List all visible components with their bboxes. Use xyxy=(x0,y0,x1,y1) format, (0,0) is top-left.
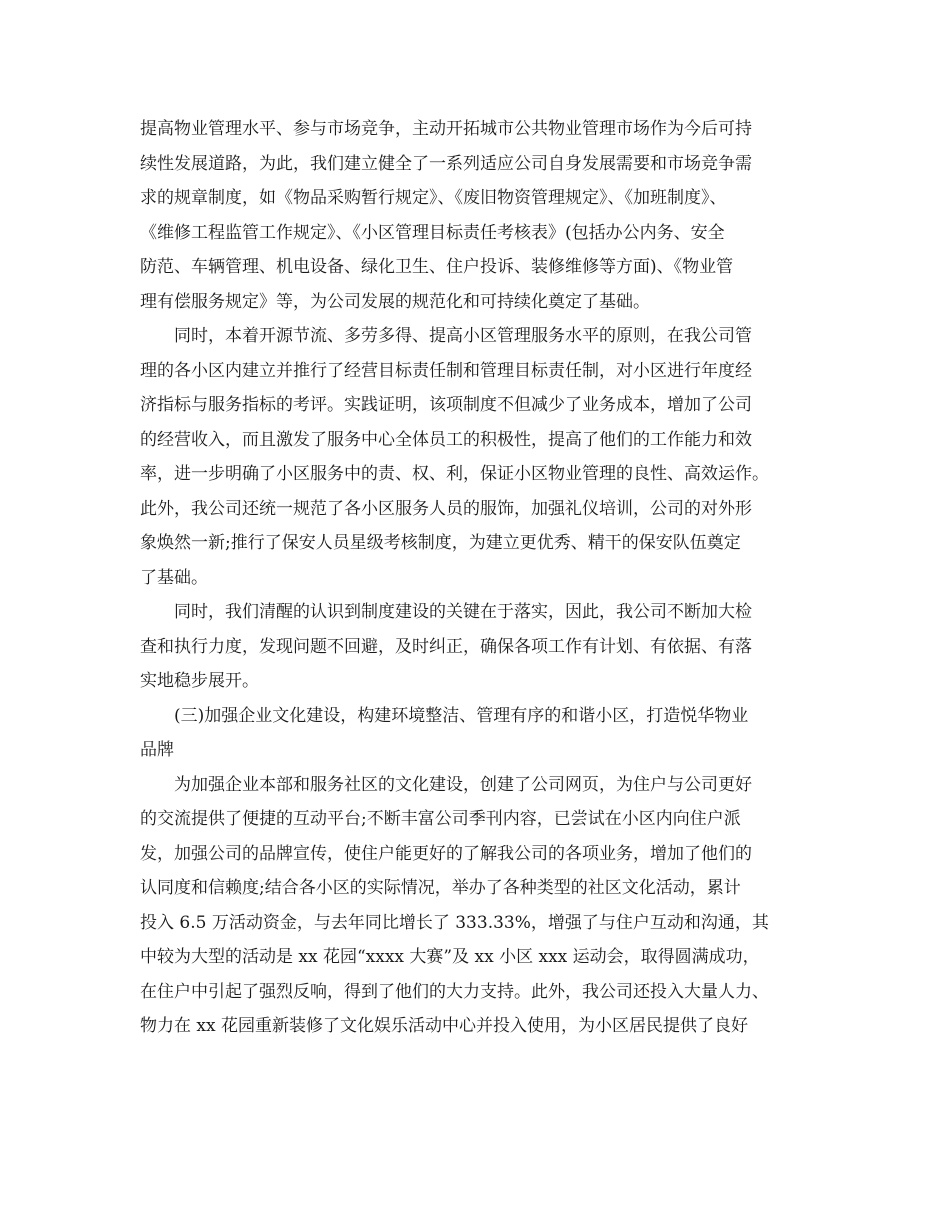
text-line: 提高物业管理水平、参与市场竞争，主动开拓城市公共物业管理市场作为今后可持 xyxy=(140,119,752,139)
text-line: 发，加强公司的品牌宣传，使住户能更好的了解我公司的各项业务，增加了他们的 xyxy=(140,843,752,864)
text-line: 理有偿服务规定》等，为公司发展的规范化和可持续化奠定了基础。 xyxy=(140,291,650,312)
text-line: 《维修工程监管工作规定》、《小区管理目标责任考核表》(包括办公内务、安全 xyxy=(140,222,725,243)
text-line: 物力在 xx 花园重新装修了文化娱乐活动中心并投入使用，为小区居民提供了良好 xyxy=(140,1016,748,1036)
text-line: 中较为大型的活动是 xx 花园“xxxx 大赛”及 xx 小区 xxx 运动会，取得圆满成功， xyxy=(140,947,760,967)
text-line: 认同度和信赖度;结合各小区的实际情况，举办了各种类型的社区文化活动，累计 xyxy=(140,878,741,898)
text-line: 查和执行力度，发现问题不回避，及时纠正，确保各项工作有计划、有依据、有落 xyxy=(140,636,752,657)
text-line: 同时，本着开源节流、多劳多得、提高小区管理服务水平的原则，在我公司管 xyxy=(140,326,752,346)
text-line: 理的各小区内建立并推行了经营目标责任制和管理目标责任制，对小区进行年度经 xyxy=(140,360,752,381)
section-heading: (三)加强企业文化建设，构建环境整洁、管理有序的和谐小区，打造悦华物业 xyxy=(140,705,749,726)
text-line: 防范、车辆管理、机电设备、绿化卫生、住户投诉、装修维修等方面)、《物业管 xyxy=(140,257,734,277)
text-line: 的交流提供了便捷的互动平台;不断丰富公司季刊内容，已尝试在小区内向住户派 xyxy=(140,809,741,829)
text-line: 此外，我公司还统一规范了各小区服务人员的服饰，加强礼仪培训，公司的对外形 xyxy=(140,498,752,519)
text-line: 求的规章制度，如《物品采购暂行规定》、《废旧物资管理规定》、《加班制度》、 xyxy=(140,188,727,208)
text-line: 同时，我们清醒的认识到制度建设的关键在于落实，因此，我公司不断加大检 xyxy=(140,602,752,622)
text-line: 在住户中引起了强烈反响，得到了他们的大力支持。此外，我公司还投入大量人力、 xyxy=(140,981,769,1002)
text-line: 续性发展道路，为此，我们建立健全了一系列适应公司自身发展需要和市场竞争需 xyxy=(140,153,752,174)
text-line: 率，进一步明确了小区服务中的责、权、利，保证小区物业管理的良性、高效运作。 xyxy=(140,464,769,484)
text-line: 为加强企业本部和服务社区的文化建设，创建了公司网页，为住户与公司更好 xyxy=(140,774,752,795)
text-line: 象焕然一新;推行了保安人员星级考核制度，为建立更优秀、精干的保安队伍奠定 xyxy=(140,533,741,553)
text-line: 的经营收入，而且激发了服务中心全体员工的积极性，提高了他们的工作能力和效 xyxy=(140,429,752,450)
text-line: 济指标与服务指标的考评。实践证明，该项制度不但减少了业务成本，增加了公司 xyxy=(140,395,752,415)
text-line: 实地稳步展开。 xyxy=(140,671,259,691)
text-line: 投入 6.5 万活动资金，与去年同比增长了 333.33%，增强了与住户互动和沟通，其 xyxy=(140,912,769,933)
text-line: 了基础。 xyxy=(140,567,208,588)
section-heading: 品牌 xyxy=(140,740,174,760)
body-text xyxy=(140,112,830,1044)
